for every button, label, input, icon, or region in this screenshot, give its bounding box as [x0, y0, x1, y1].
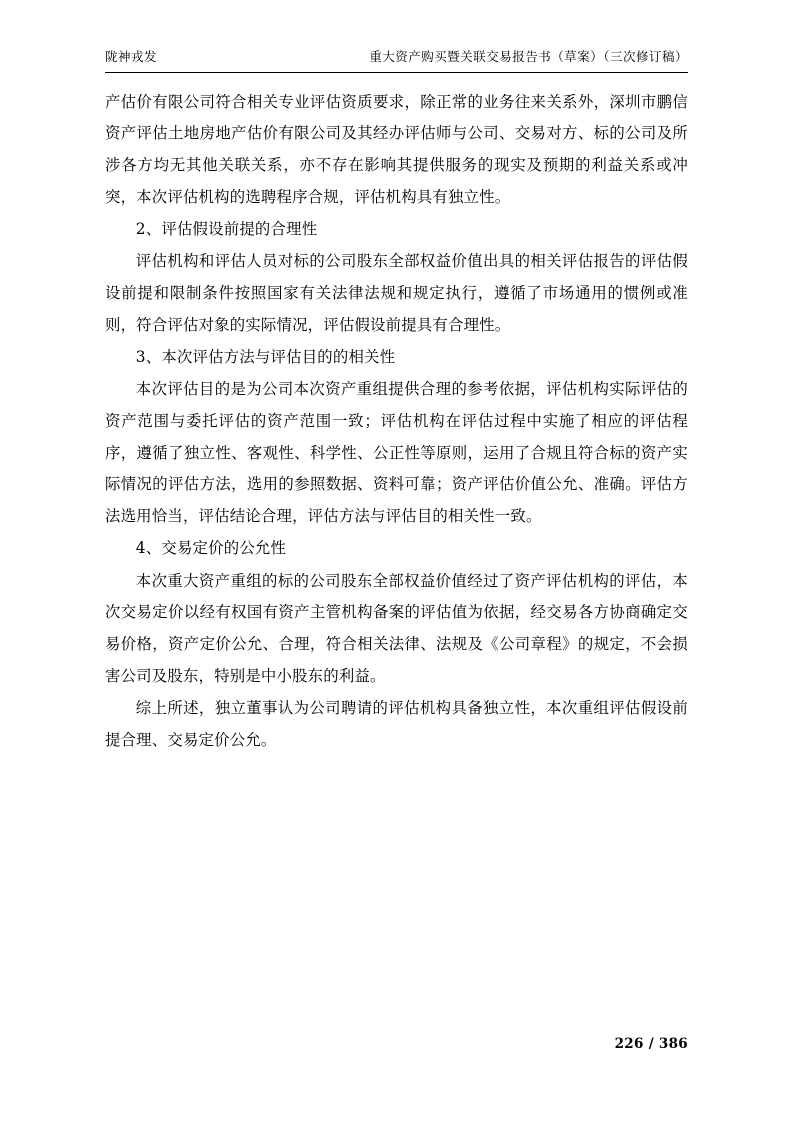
document-body — [105, 87, 688, 757]
page-header — [105, 48, 688, 71]
paragraph: 产估价有限公司符合相关专业评估资质要求，除正常的业务往来关系外，深圳市鹏信资产评估土地房地产估价有限公司及其经办评估师与公司、交易对方、标的公司及所涉各方均无其他关联关系，亦不存在影响其提供服务的现实及预期的利益关系或冲突，本次评估机构的选聘程序合规，评估机构具有独立性。 — [105, 92, 688, 206]
page-content-area — [105, 48, 688, 757]
page-number: 226 / 386 — [614, 1036, 688, 1052]
paragraph: 本次评估目的是为公司本次资产重组提供合理的参考依据，评估机构实际评估的资产范围与委托评估的资产范围一致；评估机构在评估过程中实施了相应的评估程序，遵循了独立性、客观性、科学性、公正性等原则，运用了合规且符合标的资产实际情况的评估方法，选用的参照数据、资料可靠；资产评估价值公允、准确。评估方法选用恰当，评估结论合理，评估方法与评估目的相关性一致。 — [105, 380, 688, 526]
paragraph: 本次重大资产重组的标的公司股东全部权益价值经过了资产评估机构的评估，本次交易定价以经有权国有资产主管机构备案的评估值为依据，经交易各方协商确定交易价格，资产定价公允、合理，符合相关法律、法规及《公司章程》的规定，不会损害公司及股东，特别是中小股东的利益。 — [105, 571, 688, 685]
paragraph: 4、交易定价的公允性 — [135, 539, 287, 558]
header-divider — [105, 72, 688, 73]
paragraph: 评估机构和评估人员对标的公司股东全部权益价值出具的相关评估报告的评估假设前提和限制条件按照国家有关法律法规和规定执行，遵循了市场通用的惯例或准则，符合评估对象的实际情况，评估假设前提具有合理性。 — [105, 252, 688, 334]
paragraph: 3、本次评估方法与评估目的的相关性 — [135, 347, 396, 366]
header-company-name: 陇神戎发 — [105, 49, 158, 64]
paragraph: 2、评估假设前提的合理性 — [135, 219, 318, 238]
paragraph: 综上所述，独立董事认为公司聘请的评估机构具备独立性，本次重组评估假设前提合理、交易定价公允。 — [105, 698, 688, 749]
header-document-title: 重大资产购买暨关联交易报告书（草案）（三次修订稿） — [369, 49, 688, 64]
